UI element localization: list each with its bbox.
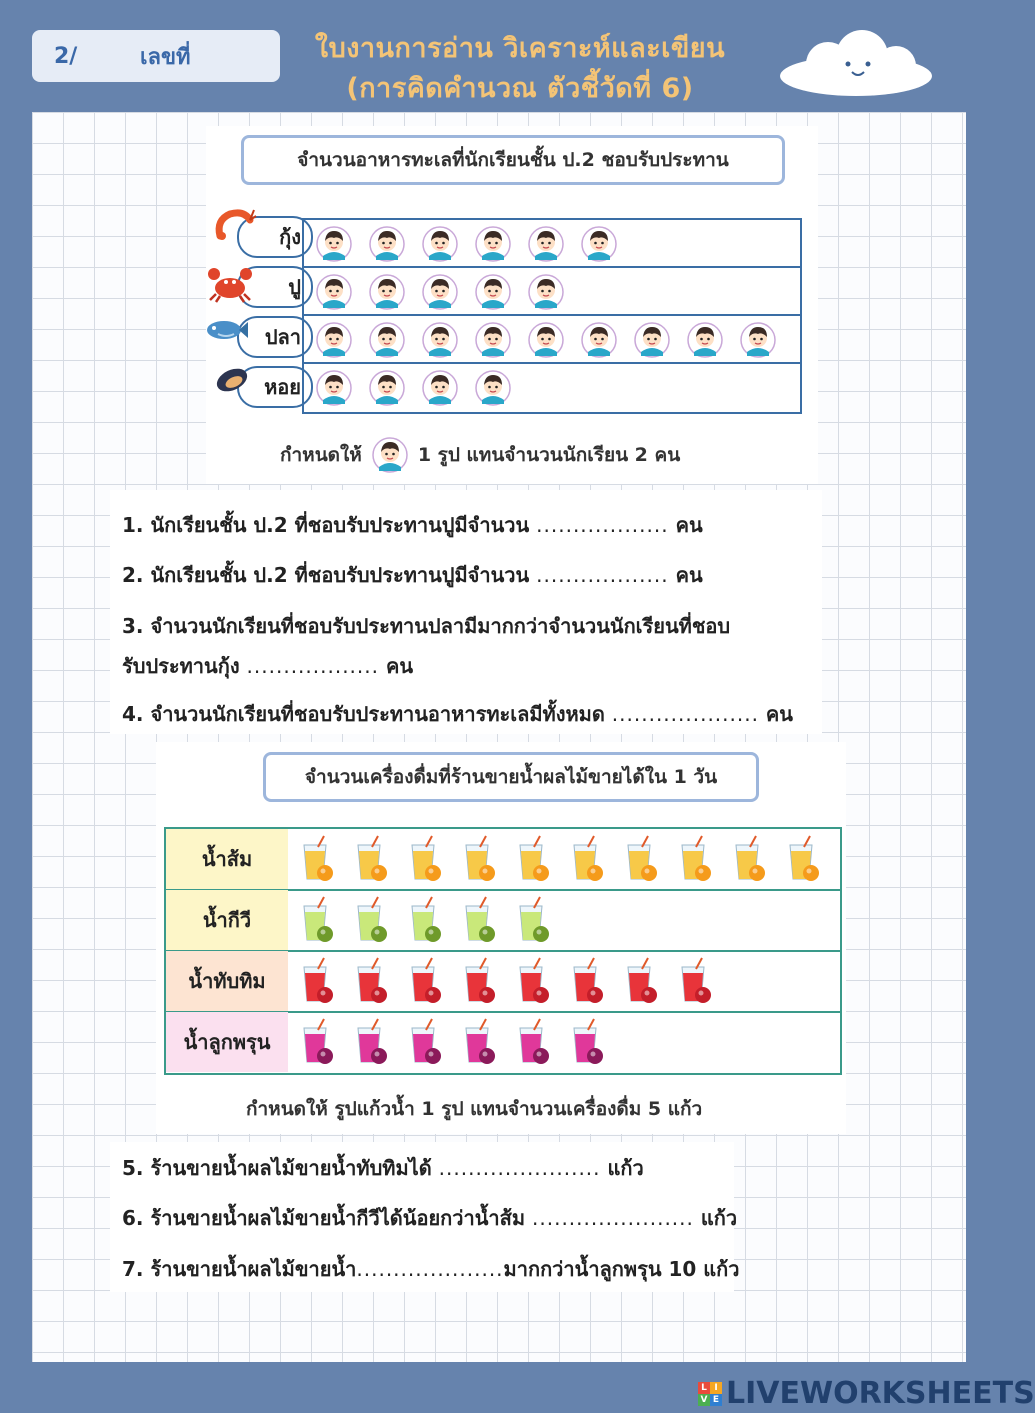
answer-blank-3[interactable]: ..................	[246, 654, 379, 678]
cloud-icon	[776, 28, 936, 98]
question-5-text: 5. ร้านขายน้ำผลไม้ขายน้ำทับทิมได้	[122, 1156, 432, 1180]
answer-blank-4[interactable]: ....................	[611, 702, 759, 726]
pomegranate-juice-icon	[624, 957, 658, 1005]
question-5-unit: แก้ว	[607, 1156, 644, 1180]
drink-row-kiwi	[166, 890, 840, 950]
orange-juice-icon	[354, 835, 388, 883]
question-3-text-line2: รับประทานกุ้ง	[122, 654, 240, 678]
drink-row-prune	[166, 1012, 840, 1072]
student-face-icon	[369, 322, 405, 358]
kiwi-juice-icon	[516, 896, 550, 944]
liveworksheets-logo[interactable]	[698, 1376, 1035, 1411]
seafood-key	[280, 437, 680, 473]
seafood-key-suffix: 1 รูป แทนจำนวนนักเรียน 2 คน	[417, 444, 681, 466]
pictograph-row-shrimp	[304, 220, 800, 268]
question-1	[122, 505, 703, 545]
student-face-icon	[634, 322, 670, 358]
question-1-unit: คน	[675, 513, 703, 537]
student-face-icon	[372, 437, 408, 473]
pomegranate-juice-icon	[570, 957, 604, 1005]
drink-chart-title: จำนวนเครื่องดื่มที่ร้านขายน้ำผลไม้ขายได้ใน 1 วัน	[263, 752, 759, 802]
student-face-icon	[740, 322, 776, 358]
drink-row-pomegranate	[166, 951, 840, 1011]
orange-juice-icon	[678, 835, 712, 883]
student-face-icon	[475, 322, 511, 358]
class-label: 2/	[54, 43, 78, 69]
question-3-text: 3. จำนวนนักเรียนที่ชอบรับประทานปลามีมากกว่าจำนวนนักเรียนที่ชอบ	[122, 614, 731, 638]
student-face-icon	[316, 274, 352, 310]
pomegranate-juice-icon	[678, 957, 712, 1005]
student-face-icon	[369, 226, 405, 262]
student-face-icon	[528, 274, 564, 310]
student-face-icon	[422, 226, 458, 262]
orange-juice-icon	[624, 835, 658, 883]
question-7-text: 7. ร้านขายน้ำผลไม้ขายน้ำ	[122, 1257, 357, 1281]
student-face-icon	[687, 322, 723, 358]
mussel-icon	[212, 360, 256, 400]
drink-pictograph	[164, 827, 842, 1075]
drink-row-orange	[166, 829, 840, 889]
student-face-icon	[316, 370, 352, 406]
crab-icon	[208, 264, 252, 304]
worksheet-subtitle: (การคิดคำนวณ ตัวชี้วัดที่ 6)	[346, 73, 694, 104]
orange-juice-icon	[516, 835, 550, 883]
kiwi-juice-icon	[300, 896, 334, 944]
row-label-mussel: หอย	[237, 366, 313, 408]
row-label-crab: ปู	[237, 266, 313, 308]
student-face-icon	[475, 274, 511, 310]
orange-juice-icon	[570, 835, 604, 883]
row-label-fish: ปลา	[237, 316, 313, 358]
liveworksheets-brand: LIVEWORKSHEETS	[726, 1376, 1035, 1411]
question-2-text: 2. นักเรียนชั้น ป.2 ที่ชอบรับประทานปูมีจำนวน	[122, 563, 530, 587]
answer-blank-2[interactable]: ..................	[536, 563, 669, 587]
student-face-icon	[422, 322, 458, 358]
drink-label-pomegranate: น้ำทับทิม	[166, 951, 288, 1011]
orange-juice-icon	[300, 835, 334, 883]
orange-juice-icon	[732, 835, 766, 883]
row-label-shrimp: กุ้ง	[237, 216, 313, 258]
orange-juice-icon	[462, 835, 496, 883]
pomegranate-juice-icon	[300, 957, 334, 1005]
kiwi-juice-icon	[408, 896, 442, 944]
answer-blank-7[interactable]: ....................	[356, 1257, 504, 1281]
number-label: เลขที่	[140, 44, 191, 70]
orange-juice-icon	[408, 835, 442, 883]
kiwi-juice-icon	[462, 896, 496, 944]
worksheet-paper	[32, 112, 966, 1362]
question-1-text: 1. นักเรียนชั้น ป.2 ที่ชอบรับประทานปูมีจำนวน	[122, 513, 530, 537]
prune-juice-icon	[516, 1018, 550, 1066]
drink-icons-pomegranate	[300, 957, 712, 1007]
shrimp-icon	[212, 206, 256, 246]
student-face-icon	[581, 226, 617, 262]
student-face-icon	[475, 370, 511, 406]
question-7-text-suffix: มากกว่าน้ำลูกพรุน 10 แก้ว	[503, 1257, 740, 1281]
pictograph-row-crab	[304, 268, 800, 316]
drink-icons-orange	[300, 835, 820, 885]
prune-juice-icon	[354, 1018, 388, 1066]
drink-label-kiwi: น้ำกีวี	[166, 890, 288, 950]
answer-blank-1[interactable]: ..................	[536, 513, 669, 537]
worksheet-title: ใบงานการอ่าน วิเคราะห์และเขียน	[314, 33, 726, 64]
drink-key: กำหนดให้ รูปแก้วน้ำ 1 รูป แทนจำนวนเครื่องดื่ม 5 แก้ว	[246, 1098, 703, 1120]
student-face-icon	[528, 226, 564, 262]
prune-juice-icon	[408, 1018, 442, 1066]
question-2-unit: คน	[675, 563, 703, 587]
pomegranate-juice-icon	[354, 957, 388, 1005]
question-4-unit: คน	[765, 702, 793, 726]
pictograph-row-mussel	[304, 364, 800, 412]
pictograph-row-fish	[304, 316, 800, 364]
student-face-icon	[316, 322, 352, 358]
pomegranate-juice-icon	[408, 957, 442, 1005]
seafood-key-prefix: กำหนดให้	[280, 444, 362, 466]
question-2	[122, 555, 703, 595]
question-3-unit: คน	[385, 654, 414, 678]
student-face-icon	[528, 322, 564, 358]
student-face-icon	[581, 322, 617, 358]
seafood-pictograph	[302, 218, 802, 414]
pomegranate-juice-icon	[516, 957, 550, 1005]
drink-icons-prune	[300, 1018, 604, 1068]
answer-blank-6[interactable]: ......................	[532, 1206, 694, 1230]
student-face-icon	[369, 274, 405, 310]
question-3	[122, 606, 730, 686]
question-6-unit: แก้ว	[700, 1206, 738, 1230]
orange-juice-icon	[786, 835, 820, 883]
class-number-badge	[32, 30, 280, 82]
student-face-icon	[422, 370, 458, 406]
kiwi-juice-icon	[354, 896, 388, 944]
student-face-icon	[475, 226, 511, 262]
question-4-text: 4. จำนวนนักเรียนที่ชอบรับประทานอาหารทะเลมีทั้งหมด	[122, 702, 605, 726]
prune-juice-icon	[570, 1018, 604, 1066]
drink-label-prune: น้ำลูกพรุน	[166, 1012, 288, 1072]
question-6-text: 6. ร้านขายน้ำผลไม้ขายน้ำกีวีได้น้อยกว่าน้ำส้ม	[122, 1206, 526, 1230]
drink-label-orange: น้ำส้ม	[166, 829, 288, 889]
answer-blank-5[interactable]: ......................	[438, 1156, 601, 1180]
student-face-icon	[369, 370, 405, 406]
drink-icons-kiwi	[300, 896, 550, 946]
student-face-icon	[316, 226, 352, 262]
question-4	[122, 694, 793, 734]
fish-icon	[204, 310, 248, 350]
liveworksheets-icon: L I V E	[698, 1382, 722, 1406]
prune-juice-icon	[462, 1018, 496, 1066]
question-6	[122, 1198, 737, 1238]
student-face-icon	[422, 274, 458, 310]
seafood-chart-title: จำนวนอาหารทะเลที่นักเรียนชั้น ป.2 ชอบรับประทาน	[241, 135, 785, 185]
question-7	[122, 1249, 740, 1289]
question-5	[122, 1148, 644, 1188]
prune-juice-icon	[300, 1018, 334, 1066]
pomegranate-juice-icon	[462, 957, 496, 1005]
